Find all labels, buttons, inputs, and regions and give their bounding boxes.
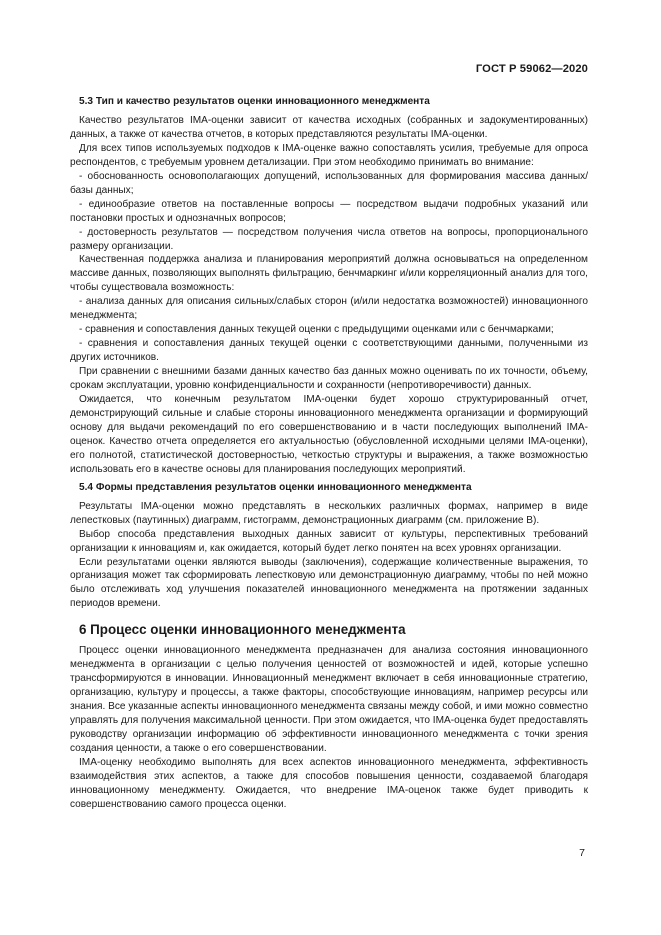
page-number: 7 [579,847,585,859]
list-item: - сравнения и сопоставления данных текущей оценки с предыдущими оценками или с бенчмарками; [79,324,554,336]
paragraph: При сравнении с внешними базами данных качество баз данных можно оценивать по их точности, объему, срокам эксплуатации, уровню конфиденциальности и сохранности (непротиворечивости) данных. [70,366,588,392]
paragraph: Для всех типов используемых подходов к IMA-оценке важно сопоставлять усилия, требуемые для опроса респондентов, с требуемым уровнем детализации. При этом необходимо принимать во внимание: [70,142,588,168]
list-item: - достоверность результатов — посредством получения числа ответов на вопросы, пропорционального размеру организации. [70,226,588,252]
list-item: - обоснованность основополагающих допущений, использованных для формирования массива данных/базы данных; [70,170,588,196]
list-item: - анализа данных для описания сильных/слабых сторон (и/или недостатка возможностей) инновационного менеджмента; [70,296,588,322]
section-5-3-body [70,114,588,477]
paragraph: Если результатами оценки являются выводы (заключения), содержащие количественные выражения, то организация может так сформировать лепестковую или демонстрационную диаграмму, чтобы по ней можно было отслеживать ход улучшения показателей инновационного менеджмента на протяжении заданных периодов времени. [70,556,588,610]
paragraph: Результаты IMA-оценки можно представлять в нескольких различных формах, например в виде лепестковых (паутинных) диаграмм, гистограмм, демонстрационных диаграмм (см. приложение В). [70,500,588,526]
paragraph: Выбор способа представления выходных данных зависит от культуры, перспективных требований организации к инновациям и, как ожидается, который будет легко понятен на всех уровнях организации. [70,528,588,554]
list-item: - единообразие ответов на поставленные вопросы — посредством выдачи подробных указаний или постановки простых и однозначных вопросов; [70,198,588,224]
subsection-title-5-3: 5.3 Тип и качество результатов оценки инновационного менеджмента [79,96,430,107]
paragraph: Ожидается, что конечным результатом IMA-оценки будет хорошо структурированный отчет, демонстрирующий сильные и слабые стороны инновационного менеджмента организации и формирующий основу для выдачи рекомендаций по его совершенствованию и в части последующих выполнений IMA-оценок. Качество отчета определяется его актуальностью (обусловленной исходными целями IMA-оценки), его полнотой, статистической достоверностью, четкостью структуры и выражения, а также возможностью использовать его в качестве основы для планирования последующих мероприятий. [70,394,588,475]
page-content [70,95,588,812]
document-header: ГОСТ Р 59062—2020 [475,63,588,75]
section-6-body [70,644,588,811]
paragraph: Качество результатов IMA-оценки зависит от качества исходных (собранных и задокументированных) данных, а также от качества отчетов, в которых представляются результаты IMA-оценки. [70,114,588,140]
section-title-6: 6 Процесс оценки инновационного менеджмента [79,622,406,638]
section-5-4-body [70,500,588,612]
paragraph: IMA-оценку необходимо выполнять для всех аспектов инновационного менеджмента, эффективность взаимодействия этих аспектов, а также для способов повышения ценности, создаваемой благодаря инновационному менеджменту. Ожидается, что внедрение IMA-оценок также будет приводить к совершенствованию самого процесса оценки. [70,756,588,810]
paragraph: Процесс оценки инновационного менеджмента предназначен для анализа состояния инновационного менеджмента в организации с целью получения ценностей от возможностей и идей, которые успешно трансформируются в инновации. Инновационный менеджмент включает в себя инновационные стратегию, организацию, культуру и процессы, а также факторы, способствующие инновациям, например ресурсы или знания. Все указанные аспекты инновационного менеджмента связаны между собой, и ими можно совместно управлять для получения максимальной ценности. При этом ожидается, что IMA-оценка будет предоставлять руководству организации информацию об эффективности инновационного менеджмента с точки зрения создания ценности, а также о его совершенствовании. [70,645,588,754]
subsection-title-5-4: 5.4 Формы представления результатов оценки инновационного менеджмента [79,481,472,493]
paragraph: Качественная поддержка анализа и планирования мероприятий должна основываться на определенном массиве данных, позволяющих выполнять фильтрацию, бенчмаркинг и/или корреляционный анализ для того, чтобы существовала возможность: [70,254,588,294]
list-item: - сравнения и сопоставления данных текущей оценки с соответствующими данными, полученными из других источников. [70,338,588,364]
